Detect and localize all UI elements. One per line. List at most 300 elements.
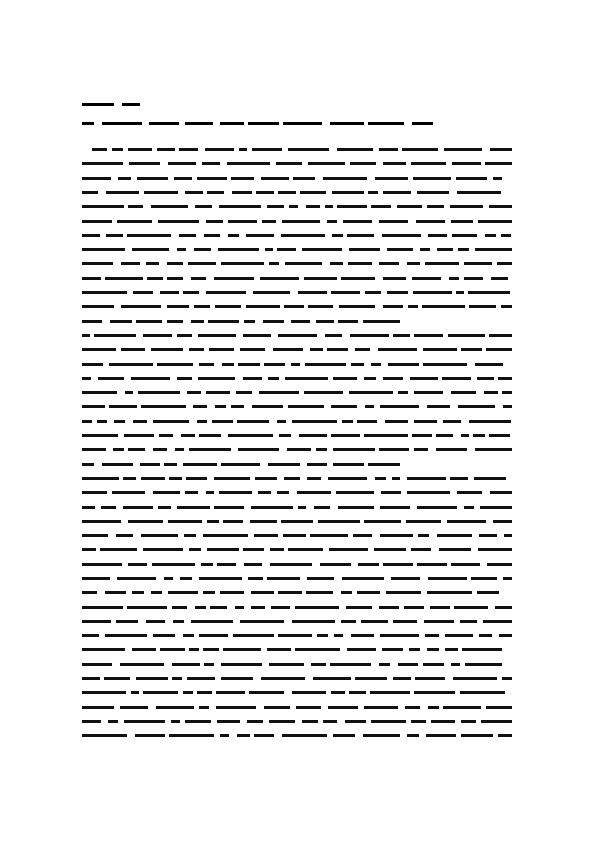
body-text-line (172, 677, 182, 680)
body-text-line (391, 577, 420, 580)
body-text-line (428, 577, 467, 580)
body-text-line (502, 677, 512, 680)
body-text-line (437, 534, 472, 537)
body-text-line (240, 348, 265, 351)
body-text-line (189, 448, 231, 451)
body-text-line (147, 277, 163, 280)
body-text-line (331, 691, 345, 694)
body-text-line (172, 663, 200, 666)
body-text-line (478, 548, 512, 551)
body-text-line (258, 491, 271, 494)
body-text-line (228, 220, 257, 223)
body-text-line (173, 620, 184, 623)
body-text-line (82, 334, 90, 337)
body-text-line (261, 677, 305, 680)
body-text-line (101, 506, 116, 509)
body-text-line (345, 720, 366, 723)
body-text-line (404, 606, 424, 609)
body-text-line (106, 191, 139, 194)
body-text-line (458, 405, 495, 408)
body-text-line (260, 277, 299, 280)
body-text-line (332, 191, 364, 194)
body-text-line (269, 663, 304, 666)
body-text-line (254, 534, 278, 537)
body-text-line (338, 506, 374, 509)
body-text-line (325, 334, 342, 337)
body-text-line (350, 162, 376, 165)
body-text-line (202, 162, 220, 165)
body-text-line (246, 305, 280, 308)
body-text-line (208, 320, 239, 323)
body-text-line (503, 577, 512, 580)
body-text-line (243, 334, 271, 337)
body-text-line (141, 477, 165, 480)
body-text-line (298, 291, 327, 294)
body-text-line (141, 534, 178, 537)
body-text-line (486, 348, 512, 351)
body-text-line (82, 391, 117, 394)
body-text-line (300, 191, 326, 194)
body-text-line (110, 320, 132, 323)
body-text-line (124, 434, 154, 437)
body-text-line (393, 334, 410, 337)
body-text-line (183, 291, 199, 294)
body-text-line (253, 291, 290, 294)
body-text-line (137, 177, 168, 180)
body-text-line (138, 391, 180, 394)
body-text-line (177, 248, 186, 251)
body-text-line (82, 234, 100, 237)
body-text-line (490, 148, 512, 151)
subheading-line (185, 122, 213, 125)
body-text-line (168, 520, 202, 523)
body-text-line (82, 620, 111, 623)
body-text-line (414, 334, 443, 337)
body-text-line (281, 520, 313, 523)
body-text-line (127, 606, 167, 609)
subheading-line (82, 122, 94, 125)
body-text-line (278, 591, 302, 594)
body-text-line (414, 391, 443, 394)
body-text-line (331, 291, 360, 294)
body-text-line (323, 177, 367, 180)
body-text-line (146, 262, 159, 265)
body-text-line (473, 434, 485, 437)
body-text-line (489, 334, 512, 337)
body-text-line (477, 591, 499, 594)
heading-line (122, 103, 140, 106)
body-text-line (82, 520, 121, 523)
body-text-line (383, 563, 413, 566)
body-text-line (357, 420, 377, 423)
body-text-line (153, 491, 180, 494)
body-text-line (502, 391, 512, 394)
body-text-line (203, 534, 248, 537)
body-text-line (251, 606, 265, 609)
body-text-line (461, 434, 469, 437)
body-text-line (289, 205, 298, 208)
body-text-line (133, 291, 153, 294)
body-text-line (426, 734, 456, 737)
body-text-line (497, 262, 512, 265)
body-text-line (304, 277, 337, 280)
body-text-line (413, 291, 452, 294)
body-text-line (82, 177, 111, 180)
body-text-line (219, 205, 261, 208)
body-text-line (128, 205, 143, 208)
body-text-line (82, 291, 127, 294)
body-text-line (82, 248, 125, 251)
body-text-line (405, 706, 420, 709)
body-text-line (387, 291, 408, 294)
body-text-line (278, 334, 317, 337)
body-text-line (480, 506, 512, 509)
body-text-line (349, 691, 366, 694)
body-text-line (456, 291, 464, 294)
body-text-line (307, 463, 327, 466)
body-text-line (278, 634, 312, 637)
body-text-line (411, 162, 446, 165)
body-text-line (264, 706, 290, 709)
body-text-line (179, 234, 196, 237)
body-text-line (121, 262, 140, 265)
body-text-line (135, 734, 165, 737)
body-text-line (156, 706, 194, 709)
body-text-line (331, 434, 360, 437)
body-text-line (414, 420, 437, 423)
body-text-line (198, 377, 235, 380)
body-text-line (346, 606, 372, 609)
body-text-line (238, 448, 279, 451)
body-text-line (82, 691, 126, 694)
body-text-line (216, 691, 245, 694)
body-text-line (306, 591, 333, 594)
body-text-line (188, 262, 216, 265)
body-text-line (493, 177, 502, 180)
body-text-line (448, 334, 485, 337)
body-text-line (292, 691, 326, 694)
body-text-line (383, 191, 411, 194)
body-text-line (342, 577, 384, 580)
body-text-line (164, 463, 177, 466)
body-text-line (471, 577, 497, 580)
subheading-line (149, 122, 179, 125)
body-text-line (316, 448, 327, 451)
body-text-line (221, 663, 262, 666)
body-text-line (203, 648, 219, 651)
body-text-line (388, 363, 419, 366)
body-text-line (327, 220, 337, 223)
body-text-line (236, 391, 252, 394)
body-text-line (443, 706, 481, 709)
body-text-line (370, 691, 410, 694)
body-text-line (371, 205, 391, 208)
body-text-line (451, 391, 476, 394)
body-text-line (244, 320, 255, 323)
body-text-line (183, 691, 193, 694)
body-text-line (343, 220, 372, 223)
body-text-line (152, 563, 195, 566)
body-text-line (186, 477, 207, 480)
body-text-line (172, 606, 187, 609)
body-text-line (221, 262, 264, 265)
body-text-line (82, 220, 112, 223)
body-text-line (337, 205, 367, 208)
body-text-line (277, 491, 289, 494)
body-text-line (82, 648, 125, 651)
subheading-line (220, 122, 244, 125)
body-text-line (416, 220, 445, 223)
body-text-line (307, 477, 321, 480)
body-text-line (106, 234, 123, 237)
body-text-line (159, 434, 173, 437)
body-text-line (206, 291, 246, 294)
body-text-line (263, 320, 284, 323)
body-text-line (457, 191, 501, 194)
body-text-line (143, 548, 183, 551)
body-text-line (82, 363, 103, 366)
body-text-line (187, 391, 201, 394)
body-text-line (199, 577, 242, 580)
body-text-line (194, 248, 211, 251)
body-text-line (407, 262, 420, 265)
body-text-line (364, 377, 376, 380)
body-text-line (450, 477, 468, 480)
body-text-line (454, 606, 488, 609)
body-text-line (82, 706, 114, 709)
body-text-line (348, 262, 372, 265)
body-text-line (451, 220, 473, 223)
body-text-line (490, 491, 512, 494)
body-text-line (453, 677, 497, 680)
body-text-line (132, 591, 144, 594)
body-text-line (268, 377, 279, 380)
body-text-line (82, 377, 91, 380)
body-text-line (250, 520, 277, 523)
body-text-line (393, 677, 411, 680)
body-text-line (133, 420, 147, 423)
body-text-line (493, 520, 512, 523)
body-text-line (199, 363, 214, 366)
body-text-line (231, 177, 254, 180)
body-text-line (82, 591, 97, 594)
body-text-line (423, 663, 444, 666)
body-text-line (304, 391, 343, 394)
body-text-line (167, 320, 183, 323)
body-text-line (82, 734, 127, 737)
body-text-line (117, 220, 152, 223)
body-text-line (445, 648, 458, 651)
body-text-line (128, 448, 145, 451)
body-text-line (175, 448, 184, 451)
body-text-line (464, 262, 492, 265)
body-text-line (185, 720, 211, 723)
body-text-line (82, 677, 100, 680)
body-text-line (292, 420, 337, 423)
body-text-line (452, 234, 477, 237)
body-text-line (82, 506, 95, 509)
body-text-line (423, 363, 467, 366)
body-text-line (82, 463, 94, 466)
body-text-line (351, 634, 374, 637)
body-text-line (295, 606, 339, 609)
body-text-line (363, 734, 400, 737)
body-text-line (262, 220, 276, 223)
body-text-line (269, 262, 279, 265)
body-text-line (144, 191, 178, 194)
body-text-line (255, 477, 277, 480)
body-text-line (443, 420, 461, 423)
body-text-line (415, 677, 445, 680)
body-text-line (285, 377, 328, 380)
body-text-line (361, 620, 388, 623)
body-text-line (131, 691, 139, 694)
body-text-line (498, 377, 512, 380)
body-text-line (153, 448, 167, 451)
body-text-line (204, 663, 214, 666)
body-text-line (232, 191, 252, 194)
body-text-line (379, 663, 390, 666)
body-text-line (436, 434, 453, 437)
body-text-line (153, 634, 175, 637)
body-text-line (325, 205, 333, 208)
body-text-line (371, 720, 406, 723)
body-text-line (491, 277, 508, 280)
body-text-line (308, 305, 333, 308)
body-text-line (164, 577, 173, 580)
body-text-line (157, 363, 193, 366)
body-text-line (444, 148, 482, 151)
body-text-line (82, 577, 110, 580)
subheading-line (368, 122, 404, 125)
body-text-line (228, 434, 273, 437)
body-text-line (217, 563, 236, 566)
body-text-line (128, 563, 147, 566)
body-text-line (157, 148, 175, 151)
body-text-line (261, 177, 289, 180)
body-text-line (483, 620, 512, 623)
body-text-line (442, 377, 471, 380)
body-text-line (132, 648, 156, 651)
body-text-line (382, 234, 421, 237)
body-text-line (284, 477, 300, 480)
body-text-line (197, 420, 207, 423)
body-text-line (116, 620, 138, 623)
body-text-line (238, 363, 260, 366)
body-text-line (383, 377, 403, 380)
body-text-line (397, 205, 422, 208)
body-text-line (355, 348, 370, 351)
body-text-line (167, 262, 183, 265)
body-text-line (364, 520, 401, 523)
body-text-line (160, 648, 185, 651)
body-text-line (295, 648, 340, 651)
body-text-line (320, 563, 351, 566)
body-text-line (474, 477, 506, 480)
body-text-line (127, 234, 171, 237)
body-text-line (407, 734, 419, 737)
body-text-line (189, 348, 204, 351)
body-text-line (189, 548, 201, 551)
body-text-line (215, 305, 241, 308)
body-text-line (235, 606, 244, 609)
body-text-line (342, 420, 353, 423)
body-text-line (82, 491, 107, 494)
body-text-line (302, 720, 318, 723)
body-text-line (409, 648, 420, 651)
body-text-line (368, 191, 378, 194)
body-text-line (141, 405, 186, 408)
body-text-line (116, 534, 133, 537)
body-text-line (363, 320, 400, 323)
body-text-line (203, 591, 215, 594)
body-text-line (314, 506, 330, 509)
body-text-line (97, 420, 107, 423)
body-text-line (298, 506, 306, 509)
body-text-line (464, 277, 483, 280)
body-text-line (297, 491, 331, 494)
body-text-line (420, 248, 430, 251)
body-text-line (151, 591, 162, 594)
body-text-line (380, 534, 413, 537)
body-text-line (296, 706, 321, 709)
body-text-line (364, 434, 408, 437)
body-text-line (379, 262, 399, 265)
body-text-line (82, 448, 106, 451)
body-text-line (427, 591, 472, 594)
body-text-line (427, 405, 450, 408)
body-text-line (357, 591, 380, 594)
body-text-line (124, 720, 165, 723)
body-text-line (279, 434, 291, 437)
body-text-line (82, 162, 123, 165)
body-text-line (468, 291, 510, 294)
body-text-line (252, 405, 283, 408)
body-text-line (219, 491, 252, 494)
body-text-line (311, 663, 326, 666)
body-text-line (129, 162, 160, 165)
body-text-line (223, 648, 261, 651)
body-text-line (92, 148, 107, 151)
body-text-line (168, 591, 198, 594)
body-text-line (317, 634, 328, 637)
body-text-line (465, 663, 502, 666)
body-text-line (112, 491, 145, 494)
body-text-line (98, 377, 124, 380)
body-text-line (102, 463, 133, 466)
body-text-line (146, 620, 165, 623)
body-text-line (198, 334, 236, 337)
body-text-line (393, 620, 417, 623)
body-text-line (504, 534, 512, 537)
body-text-line (381, 491, 401, 494)
body-text-line (223, 520, 243, 523)
body-text-line (355, 677, 387, 680)
body-text-line (128, 520, 163, 523)
body-text-line (411, 548, 431, 551)
body-text-line (82, 534, 108, 537)
body-text-line (136, 677, 168, 680)
body-text-line (82, 663, 112, 666)
body-text-line (220, 734, 229, 737)
body-text-line (259, 391, 299, 394)
body-text-line (318, 520, 360, 523)
body-text-line (82, 262, 113, 265)
body-text-line (477, 377, 494, 380)
body-text-line (331, 405, 357, 408)
body-text-line (214, 477, 250, 480)
body-text-line (214, 277, 254, 280)
